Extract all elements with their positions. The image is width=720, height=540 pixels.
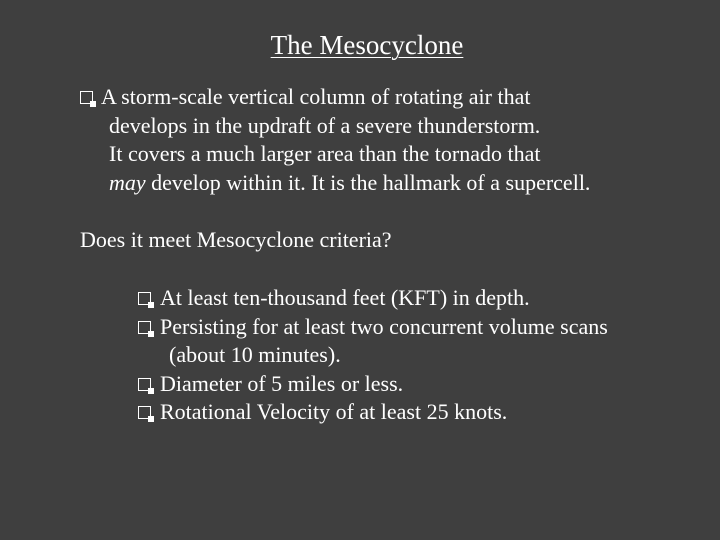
definition-line-2: develops in the updraft of a severe thunderstorm. <box>109 112 541 138</box>
criteria-item-label: At least ten-thousand feet (KFT) in depth. <box>160 285 530 310</box>
definition-line-1: A storm-scale vertical column of rotating air that <box>101 84 531 109</box>
criteria-item-diameter <box>138 370 698 399</box>
criteria-question: Does it meet Mesocyclone criteria? <box>80 227 392 252</box>
criteria-list <box>138 284 698 427</box>
definition-bullet <box>80 83 680 197</box>
slide-title: The Mesocyclone <box>270 30 464 60</box>
criteria-item-label: Diameter of 5 miles or less. <box>160 370 404 396</box>
checkbox-square-icon <box>138 378 151 391</box>
definition-line-4: develop within it. It is the hallmark of a supercell. <box>145 169 591 195</box>
criteria-item-persistence <box>138 313 698 342</box>
criteria-item-persistence-continued: (about 10 minutes). <box>169 342 341 368</box>
criteria-item-label: Rotational Velocity of at least 25 knots. <box>160 399 508 425</box>
checkbox-square-icon <box>138 321 151 334</box>
definition-line-3: It covers a much larger area than the tornado that <box>109 141 541 166</box>
criteria-item-depth <box>138 284 698 313</box>
criteria-item-velocity <box>138 398 698 427</box>
definition-emphasis: may <box>109 169 146 195</box>
criteria-item-label: Persisting for at least two concurrent volume scans <box>160 313 608 339</box>
checkbox-square-icon <box>138 406 151 419</box>
checkbox-square-icon <box>138 292 151 305</box>
checkbox-square-icon <box>80 91 93 104</box>
